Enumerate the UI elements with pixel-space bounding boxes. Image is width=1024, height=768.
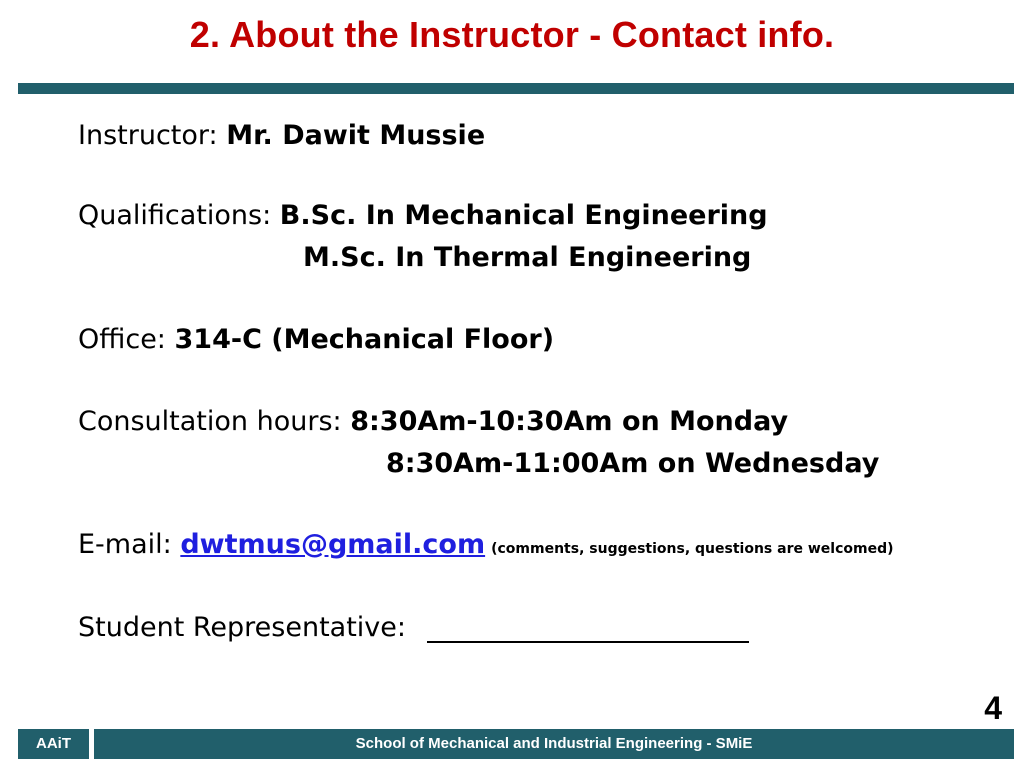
student-rep-label: Student Representative: [78,612,415,643]
consultation-label: Consultation hours: [78,406,351,437]
instructor-name: Mr. Dawit Mussie [226,120,486,151]
title-divider-bar [18,83,1014,94]
consultation-row-continued [386,448,879,479]
instructor-row [78,120,485,151]
footer-bar [18,729,1014,759]
email-row [78,529,894,560]
qualifications-label: Qualifications: [78,200,280,231]
consultation-slot: 8:30Am-10:30Am on Monday [350,406,789,437]
student-rep-blank-line [427,615,749,643]
page-number: 4 [984,690,1002,726]
qualifications-row [78,200,768,231]
email-link[interactable]: dwtmus@gmail.com [180,529,486,560]
email-label: E-mail: [78,529,181,560]
email-note: (comments, suggestions, questions are welcomed) [491,541,894,557]
qualification-item: B.Sc. In Mechanical Engineering [279,200,768,231]
office-label: Office: [78,324,175,355]
footer-org-label: AAiT [18,729,89,759]
consultation-slot: 8:30Am-11:00Am on Wednesday [386,448,880,479]
office-value: 314-C (Mechanical Floor) [174,324,555,355]
instructor-label: Instructor: [78,120,227,151]
qualifications-row-continued [303,242,751,273]
student-rep-row [78,612,749,643]
qualification-item: M.Sc. In Thermal Engineering [303,242,752,273]
footer-school-label: School of Mechanical and Industrial Engineering - SMiE [94,729,1014,759]
consultation-row [78,406,788,437]
slide-title: 2. About the Instructor - Contact info. [189,14,835,55]
office-row [78,324,554,355]
